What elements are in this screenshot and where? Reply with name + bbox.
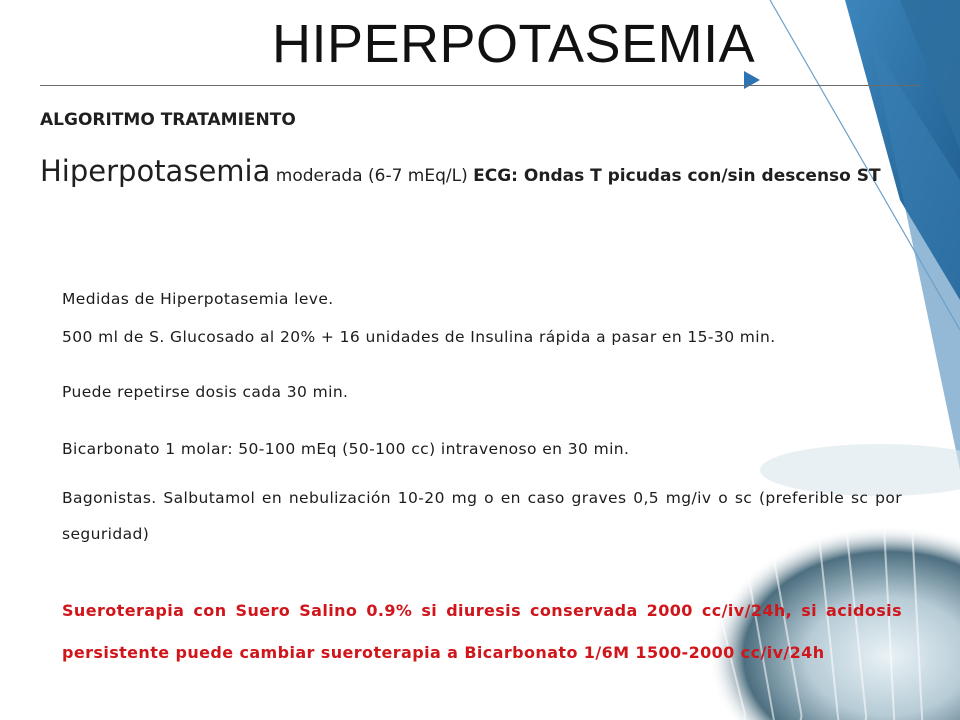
treatment-item: Medidas de Hiperpotasemia leve. [62, 290, 334, 308]
heading-ecg: ECG: Ondas T picudas con/sin descenso ST [473, 166, 881, 186]
treatment-item: Bagonistas. Salbutamol en nebulización 10-20 mg o en caso graves 0,5 mg/iv o sc (preferible sc por seguridad) [62, 489, 902, 543]
treatment-item: Puede repetirse dosis cada 30 min. [62, 383, 349, 401]
treatment-item: Bicarbonato 1 molar: 50-100 mEq (50-100 cc) intravenoso en 30 min. [62, 440, 630, 458]
heading-condition: Hiperpotasemia [40, 154, 271, 188]
fluid-therapy-note: Sueroterapia con Suero Salino 0.9% si diuresis conservada 2000 cc/iv/24h, si acidosis persistente puede cambiar sueroterapia a Bicarbonato 1/6M 1500-2000 cc/iv/24h [62, 601, 902, 662]
heading-range: moderada (6-7 mEq/L) [270, 166, 474, 186]
severity-heading [40, 148, 920, 199]
title-divider [40, 85, 920, 86]
slide-title: HIPERPOTASEMIA [272, 14, 756, 74]
treatment-item: 500 ml de S. Glucosado al 20% + 16 unidades de Insulina rápida a pasar en 15-30 min. [62, 328, 776, 346]
section-subtitle: ALGORITMO TRATAMIENTO [40, 110, 296, 130]
